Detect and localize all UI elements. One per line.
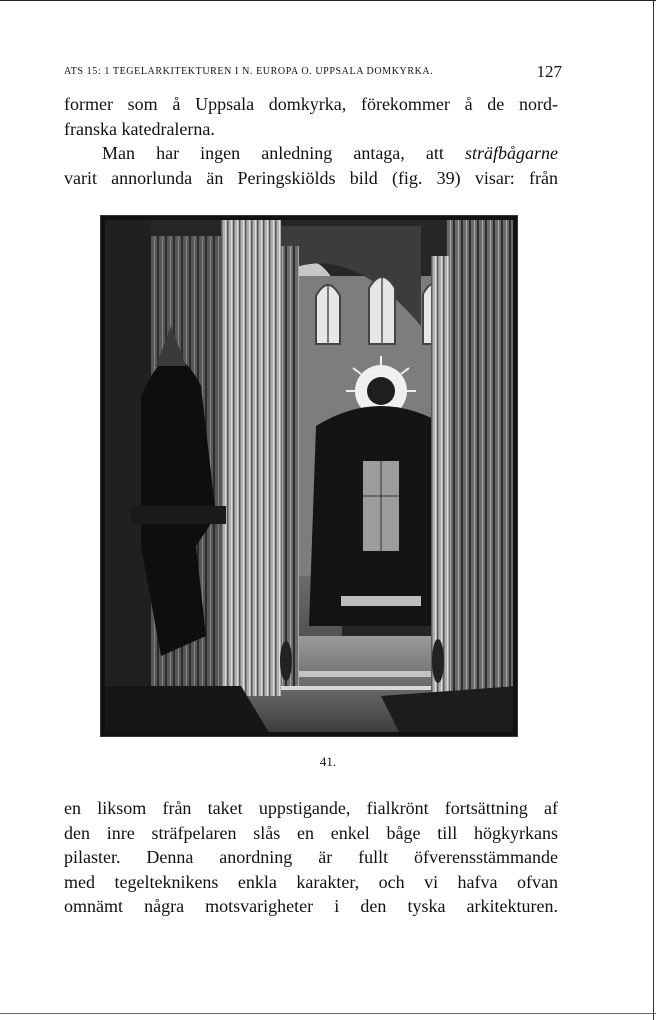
text-line: den inre sträfpelaren slås en enkel båge till högkyrkans [64, 822, 558, 843]
text-line: franska katedralerna. [64, 118, 215, 139]
paragraph-bottom [64, 796, 558, 919]
page-edge-top [0, 0, 656, 1]
text-line: varit annorlunda än Peringskiölds bild (fig. 39) visar: från [64, 167, 558, 188]
page-edge-bottom [0, 1013, 656, 1014]
text-line: former som å Uppsala domkyrka, förekommer å de nord- [64, 94, 558, 114]
italic-word: sträfbågarne [464, 143, 558, 163]
text-line-with-italic [64, 141, 558, 166]
running-head-title: ATS 15: 1 TEGELARKITEKTUREN I N. EUROPA O. UPPSALA DOMKYRKA. [64, 66, 434, 77]
text-line: med tegelteknikens enkla karakter, och vi hafva ofvan [64, 871, 558, 892]
figure-caption: 41. [319, 754, 337, 769]
page-edge-right [653, 0, 654, 1020]
text-fragment: Man har ingen anledning antaga, att [102, 143, 465, 163]
paragraph-top [64, 92, 558, 190]
running-head [64, 62, 562, 80]
text-line: pilaster. Denna anordning är fullt öfverensstämmande [64, 847, 558, 867]
text-line: en liksom från taket uppstigande, fialkrönt fortsättning af [64, 798, 558, 818]
page-number: 127 [536, 62, 562, 81]
text-line: omnämt några motsvarigheter i den tyska arkitekturen. [64, 896, 558, 916]
cathedral-interior-photo [100, 215, 518, 737]
